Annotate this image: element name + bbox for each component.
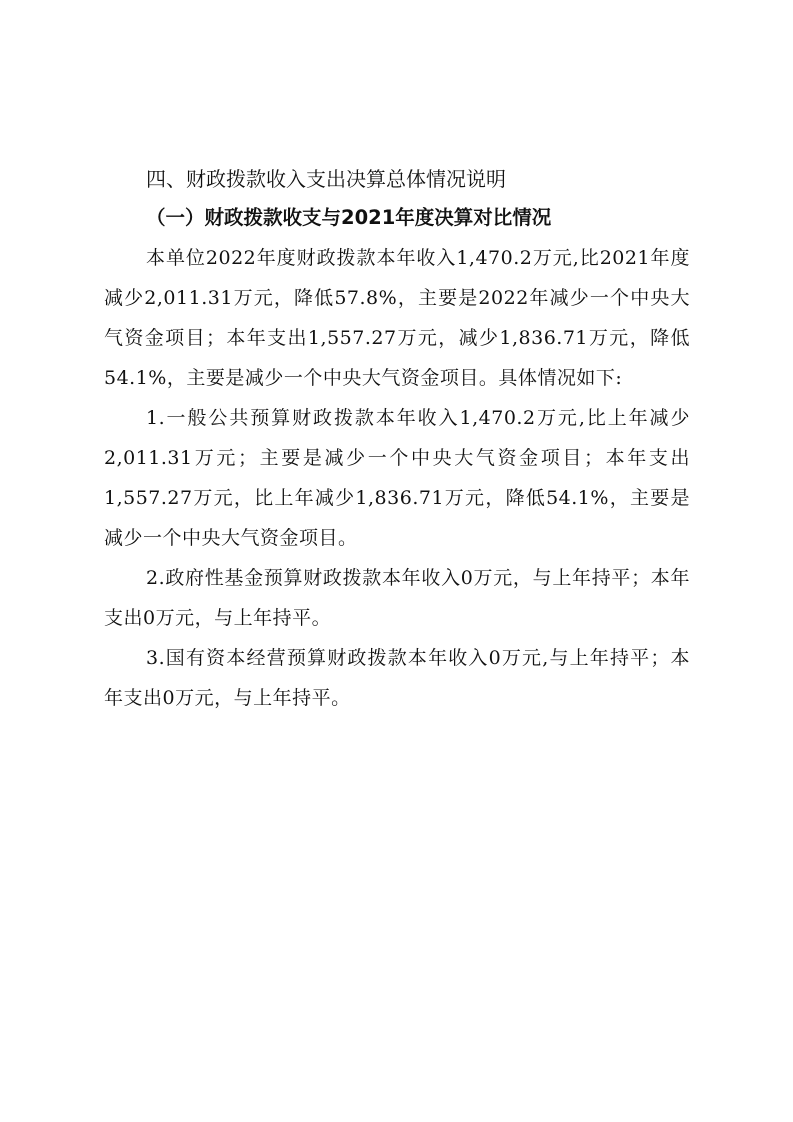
subsection-title: （一）财政拨款收支与2021年度决算对比情况 [146,206,552,229]
paragraph-general-budget: 1.一般公共预算财政拨款本年收入1,470.2万元,比上年减少2,011.31万元；主要是减少一个中央大气资金项目；本年支出1,557.27万元，比上年减少1,836.71万元，降低54.1%，主要是减少一个中央大气资金项目。 [104,407,690,549]
document-body [104,160,690,718]
paragraph-fund-budget: 2.政府性基金预算财政拨款本年收入0万元，与上年持平；本年支出0万元，与上年持平。 [104,567,690,629]
paragraph-state-capital-budget: 3.国有资本经营预算财政拨款本年收入0万元,与上年持平；本年支出0万元，与上年持平。 [104,647,690,709]
section-title: 四、财政拨款收入支出决算总体情况说明 [146,167,506,191]
paragraph-summary: 本单位2022年度财政拨款本年收入1,470.2万元,比2021年度减少2,011.31万元，降低57.8%，主要是2022年减少一个中央大气资金项目；本年支出1,557.27万元，减少1,836.71万元，降低54.1%，主要是减少一个中央大气资金项目。具体情况如下: [104,247,690,389]
